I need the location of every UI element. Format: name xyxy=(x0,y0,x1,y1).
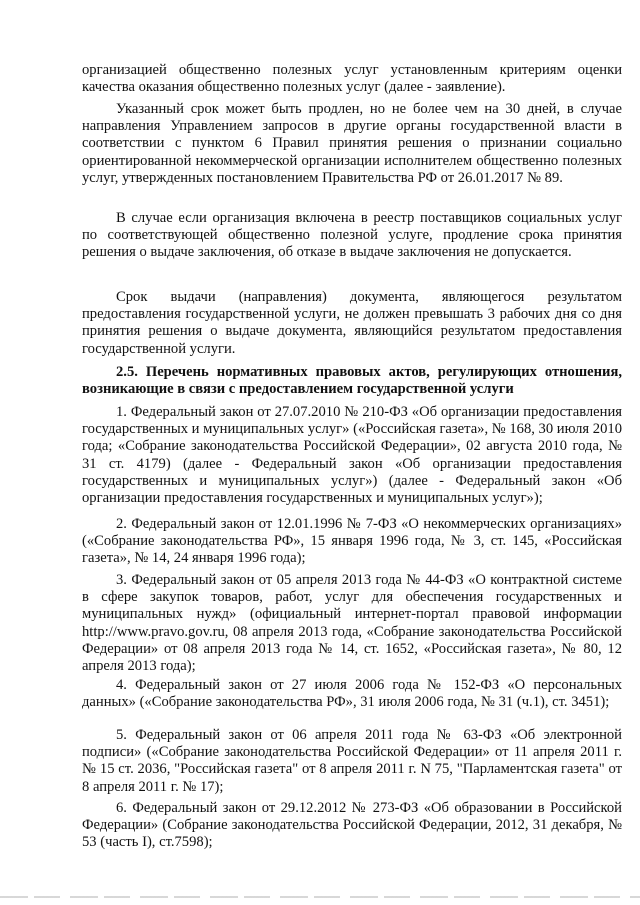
list-item-law-2: 2. Федеральный закон от 12.01.1996 № 7-ФЗ «О некоммерческих организациях» («Собрание законодательства РФ», 15 января 1996 года, № 3, ст. 145, «Российская газета», № 14, 24 января 1996 года); xyxy=(82,516,622,567)
paragraph-issue-deadline: Срок выдачи (направления) документа, являющегося результатом предоставления государственной услуги, не должен превышать 3 рабочих дня со дня принятия решения о выдаче документа, являющийся результатом предоставления государственной услуги. xyxy=(82,289,622,357)
paragraph-registry-exclusion: В случае если организация включена в реестр поставщиков социальных услуг по соответствующей общественно полезной услуге, продление срока принятия решения о выдаче заключения, об отказе в выдаче заключения не допускается. xyxy=(82,210,622,261)
scan-artifact-line xyxy=(0,896,640,898)
paragraph-continuation: организацией общественно полезных услуг установленным критериям оценки качества оказания общественно полезных услуг (далее - заявление). xyxy=(82,62,622,96)
paragraph-extension-term: Указанный срок может быть продлен, но не более чем на 30 дней, в случае направления Управлением запросов в другие органы государственной власти в соответствии с пунктом 6 Правил принятия решения о признании социально ориентированной некоммерческой организации исполнителем общественно полезных услуг, утвержденных постановлением Правительства РФ от 26.01.2017 № 89. xyxy=(82,101,622,186)
section-heading-2-5: 2.5. Перечень нормативных правовых актов, регулирующих отношения, возникающие в связи с предоставлением государственной услуги xyxy=(82,364,622,398)
list-item-law-4: 4. Федеральный закон от 27 июля 2006 года № 152-ФЗ «О персональных данных» («Собрание законодательства РФ», 31 июля 2006 года, № 31 (ч.1), ст. 3451); xyxy=(82,677,622,711)
list-item-law-1: 1. Федеральный закон от 27.07.2010 № 210-ФЗ «Об организации предоставления государственных и муниципальных услуг» («Российская газета», № 168, 30 июля 2010 года; «Собрание законодательства Российской Федерации», 02 августа 2010 года, № 31 ст. 4179) (далее - Федеральный закон «Об организации предоставления государственных и муниципальных услуг») (далее - Федеральный закон «Об организации предоставления государственных и муниципальных услуг»); xyxy=(82,404,622,507)
list-item-law-3: 3. Федеральный закон от 05 апреля 2013 года № 44-ФЗ «О контрактной системе в сфере закупок товаров, работ, услуг для обеспечения государственных и муниципальных нужд» (официальный интернет-портал правовой информации http://www.pravo.gov.ru, 08 апреля 2013 года, «Собрание законодательства Российской Федерации» от 08 апреля 2013 года № 14, ст. 1652, «Российская газета», № 80, 12 апреля 2013 года); xyxy=(82,572,622,675)
list-item-law-6: 6. Федеральный закон от 29.12.2012 № 273-ФЗ «Об образовании в Российской Федерации» (Собрание законодательства Российской Федерации, 2012, 31 декабря, № 53 (часть I), ст.7598); xyxy=(82,800,622,851)
list-item-law-5: 5. Федеральный закон от 06 апреля 2011 года № 63-ФЗ «Об электронной подписи» («Собрание законодательства Российской Федерации» от 11 апреля 2011 г. № 15 ст. 2036, "Российская газета" от 8 апреля 2011 г. N 75, "Парламентская газета" от 8 апреля 2011 г. № 17); xyxy=(82,727,622,795)
